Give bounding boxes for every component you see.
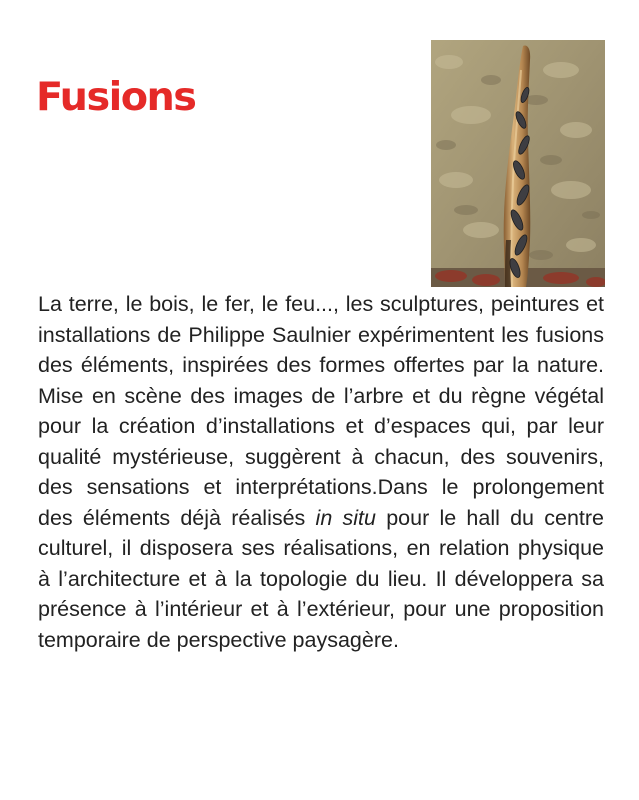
article-body (38, 289, 604, 655)
wooden-sculpture-photo-icon (431, 40, 605, 287)
body-text-part-1: La terre, le bois, le fer, le feu..., les sculptures, peintures et installations de Philippe Saulnier expérimentent les fusions des éléments, inspirées des formes offertes par la nature. Mise en scène des images de l’arbre et du règne végétal pour la création d’installations et d’espaces qui, par leur qualité mystérieuse, suggèrent à chacun, des souvenirs, des sensations et interprétations.Dans le prolongement des éléments déjà réalisés (38, 292, 604, 530)
body-text-part-2: pour le hall du centre culturel, il disposera ses réalisations, en relation physique à l’architecture et à la topologie du lieu. Il développera sa présence à l’intérieur et à l’extérieur, pour une proposition temporaire de perspective paysagère. (38, 505, 604, 652)
body-text-italic: in situ (315, 505, 376, 530)
page-title: Fusions (36, 75, 196, 120)
sculpture-photo (431, 40, 605, 287)
